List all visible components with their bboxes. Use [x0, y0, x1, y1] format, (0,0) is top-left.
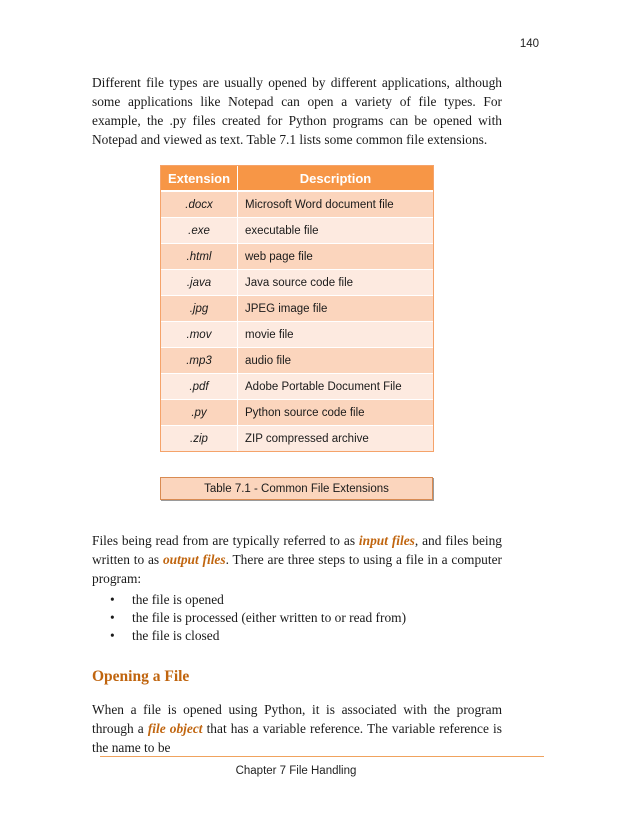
description-cell: Python source code file [238, 400, 434, 426]
table-row [161, 400, 433, 426]
table-header-row [161, 166, 433, 191]
table-caption: Table 7.1 - Common File Extensions [160, 477, 433, 500]
list-item [110, 609, 406, 627]
table-row [161, 244, 433, 270]
table-row [161, 191, 433, 218]
extension-cell: .docx [161, 191, 238, 218]
list-item [110, 627, 406, 645]
table-row [161, 322, 433, 348]
extension-cell: .mp3 [161, 348, 238, 374]
extension-cell: .py [161, 400, 238, 426]
description-cell: audio file [238, 348, 434, 374]
list-item [110, 591, 406, 609]
file-extensions-table [160, 165, 434, 452]
files-paragraph-text: Files being read from are typically referred to as [92, 533, 359, 548]
description-cell: Microsoft Word document file [238, 191, 434, 218]
description-cell: movie file [238, 322, 434, 348]
extension-cell: .jpg [161, 296, 238, 322]
opening-paragraph-text: that has a variable reference. The variable reference is the name to be [92, 721, 502, 755]
extension-cell: .java [161, 270, 238, 296]
description-cell: ZIP compressed archive [238, 426, 434, 452]
extension-cell: .pdf [161, 374, 238, 400]
list-item-text: the file is processed (either written to or read from) [132, 610, 407, 625]
intro-paragraph: Different file types are usually opened by different applications, although some applications like Notepad can open a variety of file types. For example, the .py files created for Python programs can be opened with Notepad and viewed as text. Table 7.1 lists some common file extensions. [92, 75, 502, 147]
description-cell: Adobe Portable Document File [238, 374, 434, 400]
section-heading: Opening a File [92, 668, 190, 685]
bullet-icon: • [110, 610, 115, 625]
table-row [161, 348, 433, 374]
files-paragraph-text: . There are three steps to using a file in a computer program: [92, 552, 502, 586]
bullet-icon: • [110, 592, 115, 607]
page-number: 140 [519, 38, 539, 50]
files-paragraph-text: , and files being written to as [92, 533, 502, 567]
description-cell: Java source code file [238, 270, 434, 296]
file-object-term: file object [147, 721, 203, 736]
files-paragraph [92, 531, 502, 588]
list-item-text: the file is opened [132, 592, 224, 607]
description-cell: web page file [238, 244, 434, 270]
bullet-icon: • [110, 628, 115, 643]
output-files-term: output files [162, 552, 226, 567]
extension-cell: .zip [161, 426, 238, 452]
table-row [161, 270, 433, 296]
opening-paragraph [92, 700, 502, 757]
opening-paragraph-text: When a file is opened using Python, it is associated with the program through a [92, 702, 502, 736]
footer-divider [100, 756, 544, 757]
table-row [161, 426, 433, 452]
table-row [161, 374, 433, 400]
table-row [161, 218, 433, 244]
description-header: Description [238, 166, 434, 191]
extension-cell: .mov [161, 322, 238, 348]
description-cell: executable file [238, 218, 434, 244]
extension-cell: .exe [161, 218, 238, 244]
chapter-footer: Chapter 7 File Handling [235, 765, 357, 777]
list-item-text: the file is closed [132, 628, 220, 643]
table-row [161, 296, 433, 322]
description-cell: JPEG image file [238, 296, 434, 322]
extension-header: Extension [161, 166, 238, 191]
input-files-term: input files [358, 533, 415, 548]
extension-cell: .html [161, 244, 238, 270]
file-steps-list [110, 591, 406, 645]
